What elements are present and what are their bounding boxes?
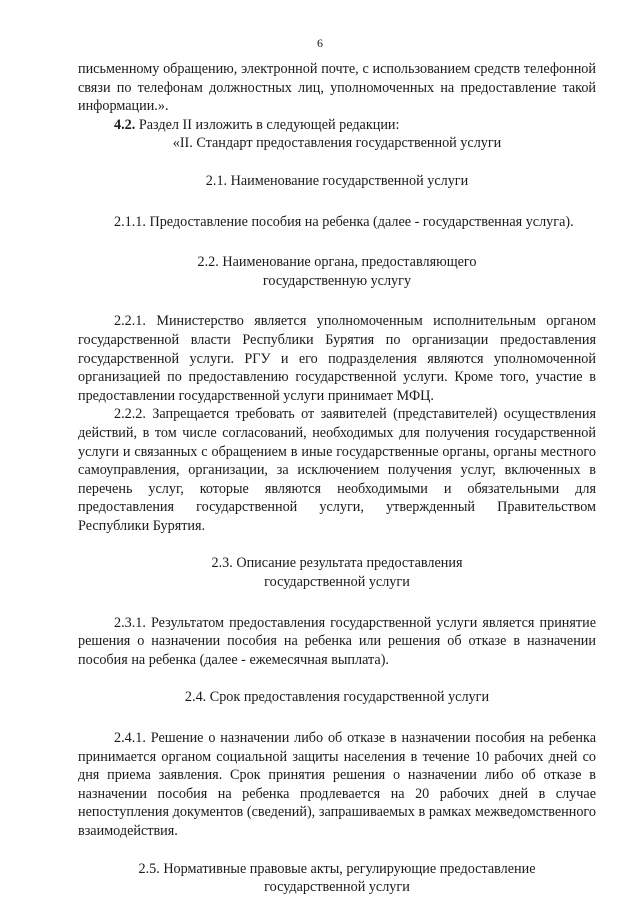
subsection-2-3-title-line2: государственной услуги [264,574,410,591]
amendment-line [78,116,596,135]
page-number: 6 [317,36,323,50]
section-title: «II. Стандарт предоставления государственной услуги [172,135,502,152]
opening-paragraph: письменному обращению, электронной почте, с использованием средств телефонной связи по телефонам должностных лиц, уполномоченных на предоставление такой информации.». [78,61,596,115]
paragraph-2-2-2: 2.2.2. Запрещается требовать от заявителей (представителей) осуществления действий, в том числе согласований, необходимых для получения государственной услуги и связанных с обращением в иные государственные органы, органы местного самоуправления, организации, за исключением получения услуг, включенных в перечень услуг, которые являются необходимыми и обязательными для предоставления государственной услуги, утвержденный Правительством Республики Бурятия. [78,406,596,534]
subsection-2-2-title-line2: государственную услугу [262,272,412,289]
document-body [78,60,596,897]
subsection-2-3-title-line1: 2.3. Описание результата предоставления [211,555,463,572]
paragraph-2-1-1: 2.1.1. Предоставление пособия на ребенка (далее - государственная услуга). [114,213,574,230]
subsection-2-4-title: 2.4. Срок предоставления государственной услуги [184,689,490,706]
paragraph-2-4-1: 2.4.1. Решение о назначении либо об отказе в назначении пособия на ребенка принимается органом социальной защиты населения в течение 10 рабочих дней со дня приема заявления. Срок принятия решения о назначении либо об отказе в назначении пособия на ребенка продлевается на 20 рабочих дней в случае непоступления документов (сведений), запрашиваемых в рамках межведомственного взаимодействия. [78,730,596,839]
paragraph-2-2-1: 2.2.1. Министерство является уполномоченным исполнительным органом государственной власти Республики Бурятия по организации предоставления государственной услуги. РГУ и его подразделения являются уполномоченной организацией по предоставлению государственной услуги. Кроме того, участие в предоставлении государственной услуги принимает МФЦ. [78,313,596,404]
subsection-2-2-title-line1: 2.2. Наименование органа, предоставляющего [197,254,477,271]
subsection-2-5-title-line1: 2.5. Нормативные правовые акты, регулирующие предоставление [138,860,536,877]
subsection-2-5-title-line2: государственной услуги [264,879,410,896]
paragraph-2-3-1: 2.3.1. Результатом предоставления государственной услуги является принятие решения о назначении пособия на ребенка или решения об отказе в назначении пособия на ребенка (далее - ежемесячная выплата). [78,614,596,668]
amendment-number: 4.2. [114,116,136,133]
subsection-2-1-title: 2.1. Наименование государственной услуги [205,172,469,189]
amendment-text: Раздел II изложить в следующей редакции: [135,116,400,133]
